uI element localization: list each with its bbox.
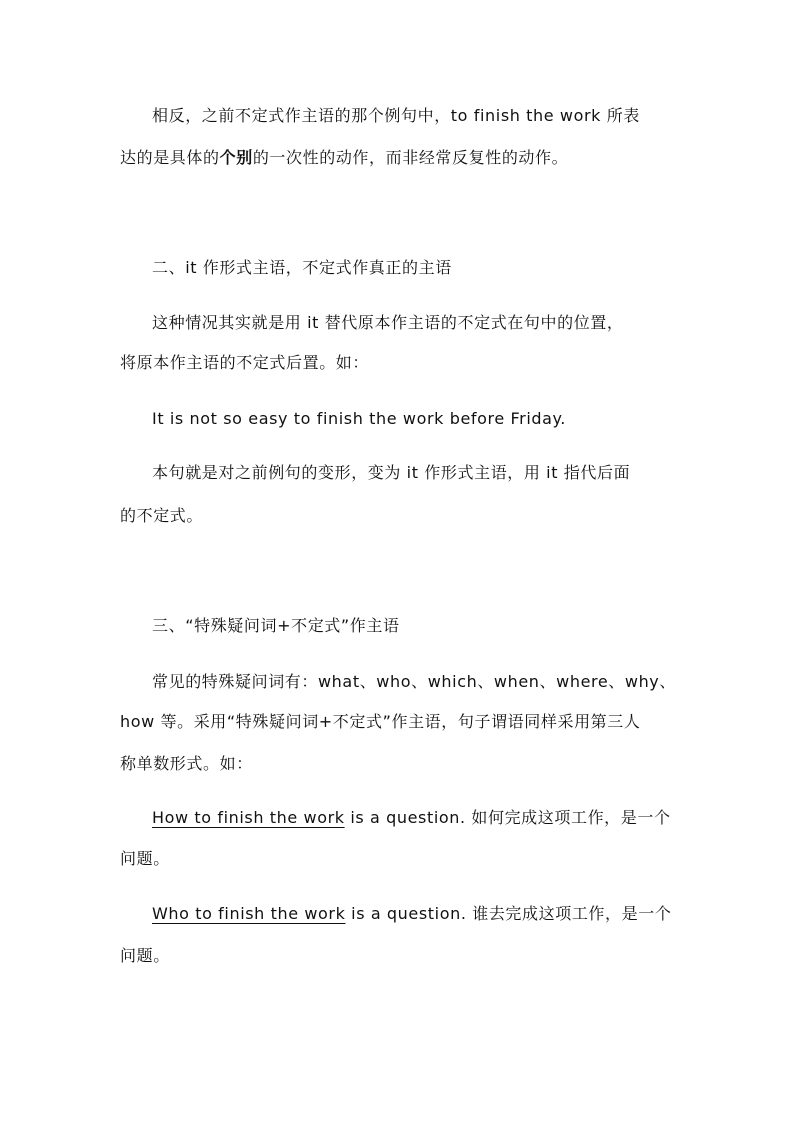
para1-line2 [120, 148, 568, 168]
section3-example2-cont: 问题。 [120, 946, 170, 965]
para1-bold-term: 个别 [219, 148, 253, 167]
section3-example1 [152, 808, 671, 828]
section2-example-part1: It [152, 409, 165, 428]
para1-line2-prefix: 达的是具体的 [120, 148, 220, 167]
section3-example2-rest: is a question. 谁去完成这项工作，是一个 [345, 904, 672, 923]
para1-line2-suffix: 的一次性的动作，而非经常反复性的动作。 [252, 148, 569, 167]
para1-line1: 相反，之前不定式作主语的那个例句中，to finish the work 所表 [152, 106, 640, 125]
section3-intro-line3: 称单数形式。如： [120, 754, 253, 773]
section3-example1-cont: 问题。 [120, 849, 170, 868]
section2-heading: 二、it 作形式主语，不定式作真正的主语 [152, 258, 452, 277]
section2-example-part3: to finish the work before Friday. [293, 409, 566, 428]
section3-example1-rest: is a question. 如何完成这项工作，是一个 [344, 808, 671, 827]
section2-intro-line2: 将原本作主语的不定式后置。如： [120, 353, 370, 372]
section3-intro-line1: 常见的特殊疑问词有：what、who、which、when、where、why、 [152, 672, 676, 691]
section2-explain-line1: 本句就是对之前例句的变形，变为 it 作形式主语，用 it 指代后面 [152, 463, 631, 482]
section3-example2 [152, 904, 671, 924]
section3-intro-line2: how 等。采用“特殊疑问词+不定式”作主语，句子谓语同样采用第三人 [120, 712, 641, 731]
section2-intro-line1: 这种情况其实就是用 it 替代原本作主语的不定式在句中的位置， [152, 313, 624, 332]
section2-explain-line2: 的不定式。 [120, 506, 204, 525]
section3-example2-subject: Who to finish the work [152, 904, 346, 923]
section3-heading: 三、“特殊疑问词+不定式”作主语 [152, 616, 400, 635]
section3-example1-subject: How to finish the work [152, 808, 345, 827]
section2-example [152, 409, 566, 429]
section2-example-part2: is not so easy [164, 409, 294, 428]
